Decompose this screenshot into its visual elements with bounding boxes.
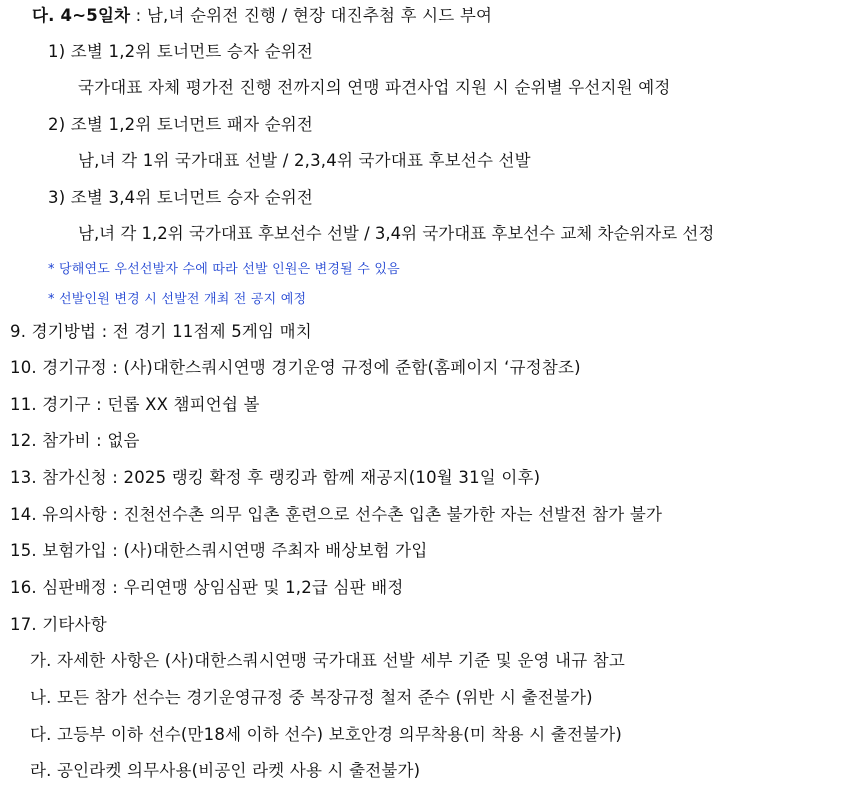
etc-item-na: 나. 모든 참가 선수는 경기운영규정 중 복장규정 철저 준수 (위반 시 출전불가) bbox=[30, 688, 593, 707]
note-2: * 선발인원 변경 시 선발전 개최 전 공지 예정 bbox=[48, 292, 307, 307]
subitem-2-title: 2) 조별 1,2위 토너먼트 패자 순위전 bbox=[48, 115, 314, 134]
item-12: 12. 참가비 : 없음 bbox=[10, 431, 140, 450]
etc-item-ga: 가. 자세한 사항은 (사)대한스쿼시연맹 국가대표 선발 세부 기준 및 운영 내규 참고 bbox=[30, 651, 626, 670]
note-1: * 당해연도 우선선발자 수에 따라 선발 인원은 변경될 수 있음 bbox=[48, 262, 400, 277]
item-16: 16. 심판배정 : 우리연맹 상임심판 및 1,2급 심판 배정 bbox=[10, 578, 404, 597]
item-10: 10. 경기규정 : (사)대한스쿼시연맹 경기운영 규정에 준함(홈페이지 ‘규정참조) bbox=[10, 358, 581, 377]
etc-item-da: 다. 고등부 이하 선수(만18세 이하 선수) 보호안경 의무착용(미 착용 시 출전불가) bbox=[30, 725, 623, 744]
subitem-1-title: 1) 조별 1,2위 토너먼트 승자 순위전 bbox=[48, 42, 314, 61]
subitem-1-desc: 국가대표 자체 평가전 진행 전까지의 연맹 파견사업 지원 시 순위별 우선지원 예정 bbox=[78, 78, 671, 97]
etc-item-ra: 라. 공인라켓 의무사용(비공인 라켓 사용 시 출전불가) bbox=[30, 761, 421, 780]
subitem-2-desc: 남,녀 각 1위 국가대표 선발 / 2,3,4위 국가대표 후보선수 선발 bbox=[78, 151, 531, 170]
item-14: 14. 유의사항 : 진천선수촌 의무 입촌 훈련으로 선수촌 입촌 불가한 자는 선발전 참가 불가 bbox=[10, 505, 663, 524]
subitem-3-title: 3) 조별 3,4위 토너먼트 승자 순위전 bbox=[48, 188, 314, 207]
item-9: 9. 경기방법 : 전 경기 11점제 5게임 매치 bbox=[10, 322, 312, 341]
section-da-heading-text: : 남,녀 순위전 진행 / 현장 대진추첨 후 시드 부여 bbox=[130, 6, 493, 25]
item-15: 15. 보험가입 : (사)대한스쿼시연맹 주최자 배상보험 가입 bbox=[10, 541, 428, 560]
section-da-heading bbox=[32, 5, 492, 27]
item-11: 11. 경기구 : 던롭 XX 챔피언쉽 볼 bbox=[10, 395, 260, 414]
item-13: 13. 참가신청 : 2025 랭킹 확정 후 랭킹과 함께 재공지(10월 31일 이후) bbox=[10, 468, 541, 487]
section-da-heading-label: 다. 4~5일차 bbox=[32, 6, 131, 25]
item-17: 17. 기타사항 bbox=[10, 615, 107, 634]
subitem-3-desc: 남,녀 각 1,2위 국가대표 후보선수 선발 / 3,4위 국가대표 후보선수 교체 차순위자로 선정 bbox=[78, 224, 715, 243]
